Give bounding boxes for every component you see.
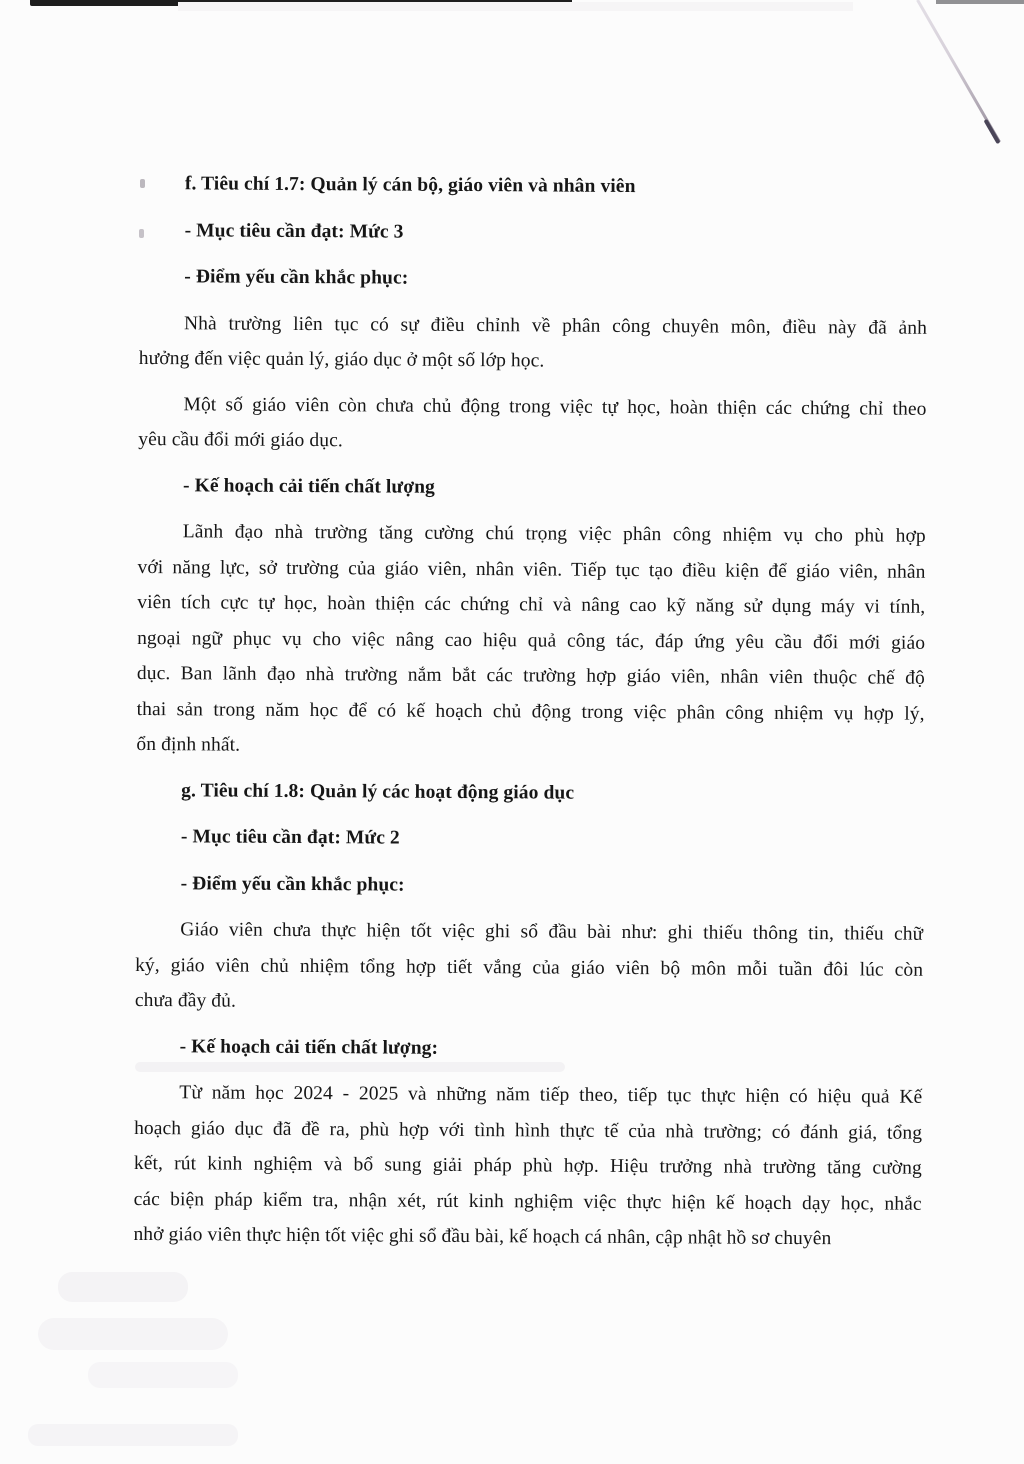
scan-shadow-band-top (178, 2, 853, 11)
paragraph (138, 386, 926, 462)
paragraph (133, 1075, 922, 1257)
paragraph-line: Lãnh đạo nhà trường tăng cường chú trọng việc phân công nhiệm vụ cho phù hợp (182, 521, 926, 547)
section-heading: - Kế hoạch cải tiến chất lượng (182, 474, 436, 498)
document-body (133, 166, 928, 1267)
paragraph-line: hưởng đến việc quản lý, giáo dục ở một số lớp học. (138, 347, 545, 372)
paragraph-line: Từ năm học 2024 - 2025 và những năm tiếp theo, tiếp tục thực hiện có hiệu quả Kế (179, 1082, 923, 1108)
paragraph (136, 514, 926, 767)
section-heading: - Điểm yếu cần khắc phục: (184, 266, 409, 289)
paragraph-line: ổn định nhất. (136, 733, 241, 756)
scan-smudge (88, 1362, 238, 1388)
paragraph-line: yêu cầu đổi mới giáo dục. (138, 428, 343, 452)
section-heading: g. Tiêu chí 1.8: Quản lý các hoạt động giáo dục (181, 779, 575, 804)
paragraph-line: viên tích cực tự học, hoàn thiện các chứng chỉ và nâng cao kỹ năng sử dụng máy vi tính, (137, 591, 926, 618)
paragraph (139, 305, 927, 381)
paragraph-line: các biện pháp kiểm tra, nhận xét, rút kinh nghiệm việc thực hiện kế hoạch dạy học, nhắc (133, 1188, 922, 1215)
paragraph-line: Nhà trường liên tục có sự điều chỉnh về phân công chuyên môn, điều này đã ảnh (183, 312, 928, 339)
scan-edge-strip-top-right (936, 0, 1024, 4)
page-corner-fold-line (916, 0, 1001, 143)
paragraph (135, 912, 924, 1023)
paragraph-line: hoạch giáo dục đã đề ra, phù hợp với tình hình thực tế của nhà trường; có đánh giá, tổng (134, 1117, 923, 1144)
paragraph-line: dục. Ban lãnh đạo nhà trường nắm bắt các trường hợp giáo viên, nhân viên thuộc chế độ (136, 662, 925, 689)
paragraph-line: ngoại ngữ phục vụ cho việc nâng cao hiệu quả công tác, đáp ứng yêu cầu đổi mới giáo (137, 627, 926, 654)
paragraph-line: thai sản trong năm học để có kế hoạch chủ động trong việc phân công nhiệm vụ hợp lý, (136, 698, 925, 725)
paragraph-line: với năng lực, sở trường của giáo viên, nhân viên. Tiếp tục tạo điều kiện để giáo viên, nhân (137, 556, 926, 583)
scan-smudge (38, 1318, 228, 1350)
paragraph-line: chưa đầy đủ. (134, 989, 237, 1012)
paragraph-line: Một số giáo viên còn chưa chủ động trong việc tự học, hoàn thiện các chứng chỉ theo (183, 393, 927, 420)
section-heading: - Mục tiêu cần đạt: Mức 2 (180, 826, 400, 849)
section-heading: - Điểm yếu cần khắc phục: (180, 872, 405, 896)
section-heading: - Mục tiêu cần đạt: Mức 3 (184, 219, 404, 243)
page-corner-fold-tip (984, 119, 1001, 144)
paragraph-line: nhở giáo viên thực hiện tốt việc ghi sổ đầu bài, kế hoạch cá nhân, cập nhật hồ sơ chuyên (133, 1223, 832, 1250)
section-heading: f. Tiêu chí 1.7: Quản lý cán bộ, giáo viên và nhân viên (184, 173, 636, 198)
scan-edge-strip-top-left (30, 0, 572, 6)
paragraph-line: Giáo viên chưa thực hiện tốt việc ghi sổ đầu bài như: ghi thiếu thông tin, thiếu chữ (180, 919, 924, 945)
paragraph-line: kết, rút kinh nghiệm và bổ sung giải pháp phù hợp. Hiệu trưởng nhà trường tăng cường (133, 1152, 922, 1179)
scan-smudge (58, 1272, 188, 1302)
scan-smudge (28, 1424, 238, 1446)
section-heading: - Kế hoạch cải tiến chất lượng: (179, 1035, 439, 1059)
paragraph-line: ký, giáo viên chủ nhiệm tổng hợp tiết vắng của giáo viên bộ môn mỗi tuần đôi lúc còn (135, 954, 924, 981)
